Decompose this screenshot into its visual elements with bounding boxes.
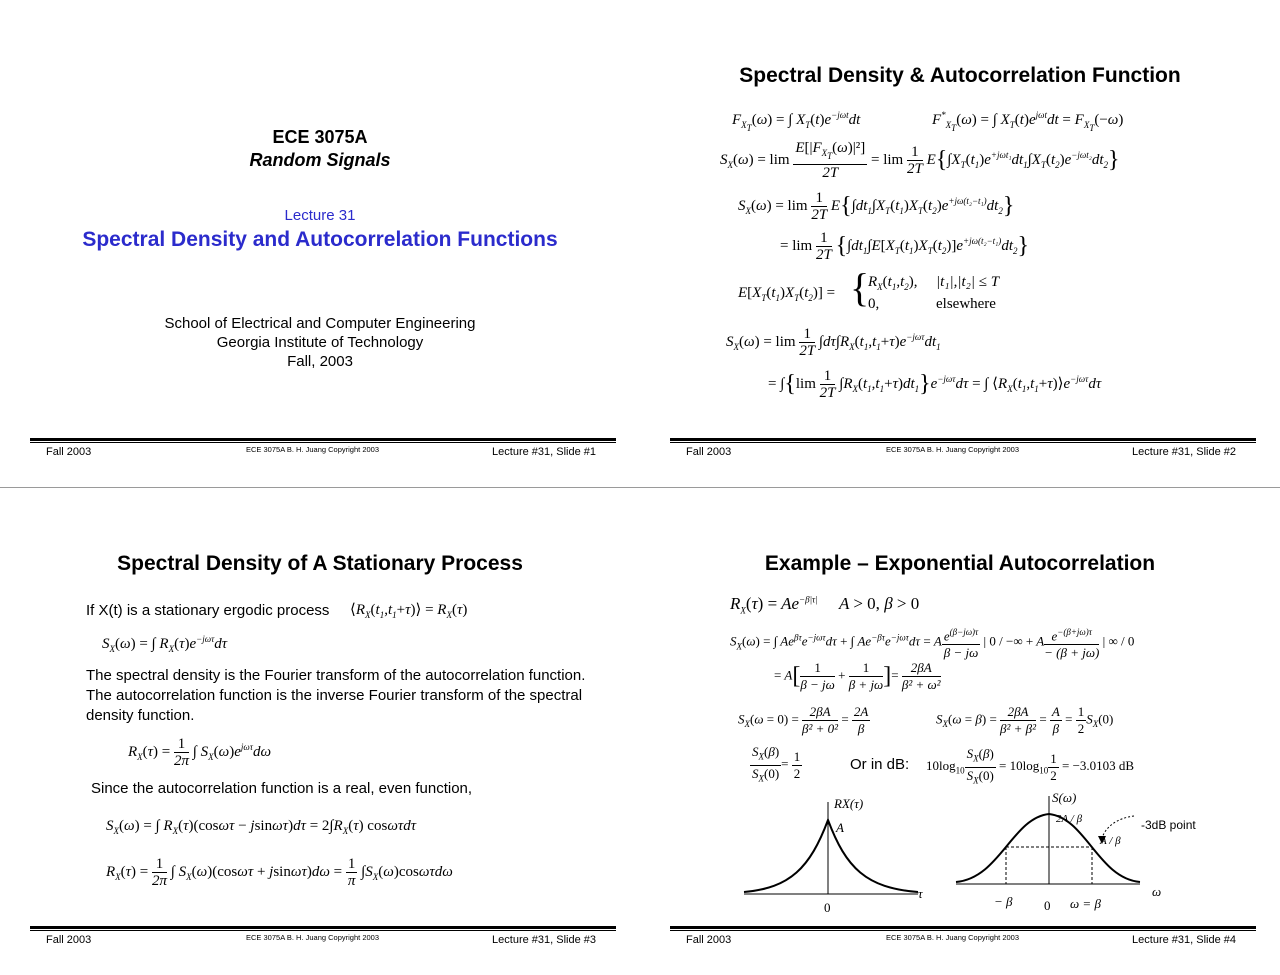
equation-cos-rx: $R_X(\tau)$ = $\frac{1}{2\pi}$ ∫ $S_X(\omega)(\cos\omega\tau + jsin\omega\tau)d\omega$ = $\frac{1}{\pi}$ $\int S_X(\omega)\cos\omega\tau d\omega$: [106, 856, 453, 889]
left-xlabel: τ: [918, 886, 923, 901]
left-ylabel: RX(τ): [834, 796, 864, 811]
stationary-line: If X(t) is a stationary ergodic process: [86, 602, 330, 619]
case-2-cond: elsewhere: [936, 296, 996, 312]
footer-rule-thin: [30, 930, 616, 931]
footer-rule-thin: [670, 930, 1256, 931]
footer-slide-number: Lecture #31, Slide #4: [1132, 934, 1236, 946]
tick-pos-beta: ω = β: [1070, 896, 1101, 911]
equation-rx-exp: $R_X(\tau) = Ae^{-\beta|\tau|}$ A > 0, β > 0: [730, 594, 920, 616]
equation-ratio: $\frac{S_X(\beta)}{S_X(0)}$ = $\frac{1}{2}$: [752, 744, 801, 784]
footer-left: Fall 2003: [686, 446, 732, 458]
annot-label: -3dB point: [1141, 818, 1196, 832]
equation-sx-result: = A[ $\frac{1}{\beta - j\omega}$ + $\frac{1}{\beta + j\omega}$ ]= $\frac{2\beta A}{\text{β² + ω²}}$: [774, 660, 941, 692]
footer-rule-thin: [670, 442, 1256, 443]
footer-rule: [30, 926, 616, 929]
equation-cos-sx: $S_X(\omega)$ = ∫ $R_X(\tau)(\cos\omega\tau - jsin\omega\tau)d\tau = 2\int R_X(\tau)$ cosωτdτ: [106, 818, 417, 836]
right-ylabel: S(ω): [1052, 790, 1077, 805]
equation-ergodic: $⟨R_X(t_1,t_1+\tau)⟩ = R_X(\tau)$: [350, 602, 468, 620]
right-xlabel: ω: [1152, 884, 1162, 899]
tick-zero: 0: [1044, 898, 1051, 913]
equation-sx-def: $S_X(\omega) = \lim$ $\frac{E[|F_{X_T}(\omega)|^2]}{2T}$ = lim $\frac{1}{2T}$ $E\{\int X_T(t_1)e^{+j\omega t_1}dt_1\int X_T(t_2)e^{-j\omega t_2}dt_2\}$: [720, 140, 1120, 181]
lecture-number: Lecture 31: [284, 207, 356, 224]
equation-sx-zero: $S_X(\omega = 0)$ = $\frac{2\beta A}{\text{β² + 0²}}$ = $\frac{2A}{\beta}$: [738, 704, 869, 736]
slide-title: Example – Exponential Autocorrelation: [764, 552, 1156, 575]
footer-center: ECE 3075A B. H. Juang Copyright 2003: [246, 445, 380, 454]
case-1-cond: |t₁|,|t₂| ≤ T: [936, 274, 1000, 290]
footer-left: Fall 2003: [686, 934, 732, 946]
footer-left: Fall 2003: [46, 446, 92, 458]
footer-rule: [30, 438, 616, 441]
equation-sx-4: $S_X(\omega) = \lim$ $\frac{1}{2T}$ $\int d\tau\int R_X(t_1,t_1+\tau)e^{-j\omega\tau}dt_1$: [726, 326, 941, 359]
equation-sx-exp: $S_X(\omega)$ = ∫ $Ae^{\beta\tau}e^{-j\omega\tau}d\tau$ + ∫ $Ae^{-\beta\tau}e^{-j\omega\tau}d\tau = A$ $\frac{e^{(\beta-j\omega)\tau}}{\beta - j\omega}$ | 0 / −∞ + A $\frac{e^{-(\beta+j\omega)\tau}}{- (\beta + j\omega)}$ | ∞ / 0: [730, 624, 1134, 661]
footer-rule: [670, 926, 1256, 929]
term: Fall, 2003: [287, 353, 353, 370]
right-peak-label: 2A / β: [1056, 813, 1083, 825]
slide-1: [0, 0, 640, 487]
footer-center: ECE 3075A B. H. Juang Copyright 2003: [886, 445, 1020, 454]
course-subtitle: Random Signals: [249, 150, 391, 170]
slide-title: Spectral Density of A Stationary Process: [117, 552, 523, 575]
footer-slide-number: Lecture #31, Slide #1: [492, 446, 596, 458]
course-code: ECE 3075A: [272, 127, 368, 147]
left-origin: 0: [824, 900, 831, 915]
spectral-curve: [956, 814, 1140, 882]
footer-rule: [670, 438, 1256, 441]
paragraph-even: Since the autocorrelation function is a real, even function,: [91, 780, 473, 797]
equation-sx-3: = lim $\frac{1}{2T}$ $\{\int dt_1\int E[X_T(t_1)X_T(t_2)]e^{+j\omega(t_2-t_1)}dt_2\}$: [780, 230, 1030, 263]
lecture-topic: Spectral Density and Autocorrelation Functions: [82, 228, 558, 251]
slide-4: [640, 488, 1280, 975]
equation-inverse: $R_X(\tau)$ = $\frac{1}{2\pi}$ ∫ $S_X(\omega)e^{j\omega\tau}d\omega$: [128, 736, 272, 769]
equation-sx-2: $S_X(\omega) = \lim$ $\frac{1}{2T}$ $E\{\int dt_1\int X_T(t_1)X_T(t_2)e^{+j\omega(t_2-t_1)}dt_2\}$: [738, 190, 1015, 223]
slide-2: [640, 0, 1280, 487]
equation-conjugate: $F^*_{X_T}(\omega)$ = ∫ $X_T(t)e^{j\omega t}dt = F_{X_T}(-\omega)$: [932, 110, 1124, 133]
right-half-label: A / β: [1100, 835, 1121, 847]
equation-sx-beta: $S_X(\omega = \beta)$ = $\frac{2\beta A}{\text{β² + β²}}$ = $\frac{A}{\beta}$ = $\frac{1}{2}$ $S_X(0)$: [936, 704, 1114, 736]
slide-title: Spectral Density & Autocorrelation Function: [739, 64, 1181, 87]
footer-center: ECE 3075A B. H. Juang Copyright 2003: [886, 933, 1020, 942]
footer-slide-number: Lecture #31, Slide #3: [492, 934, 596, 946]
institute-name: Georgia Institute of Technology: [216, 334, 424, 351]
footer-left: Fall 2003: [46, 934, 92, 946]
paragraph-fourier: The spectral density is the Fourier transform of the autocorrelation function. The autocorrelation function is the inverse Fourier transform of the spectral density function.: [86, 667, 586, 724]
left-peak-label: A: [836, 820, 844, 835]
footer-rule-thin: [30, 442, 616, 443]
equation-fourier: $F_{X_T}(\omega)$ = ∫ $X_T(t)e^{-j\omega t}dt$: [732, 110, 861, 133]
footer-slide-number: Lecture #31, Slide #2: [1132, 446, 1236, 458]
equation-sx-5: = ∫{lim $\frac{1}{2T}$ $\int R_X(t_1,t_1+\tau)dt_1\}e^{-j\omega\tau}d\tau$ = ∫ $⟨R_X(t_1,t_1+\tau)⟩e^{-j\omega\tau}d\tau$: [768, 368, 1102, 401]
case-brace: {: [850, 265, 870, 310]
or-in-db-label: Or in dB:: [850, 756, 910, 773]
equation-sx-transform: $S_X(\omega)$ = ∫ $R_X(\tau)e^{-j\omega\tau}d\tau$: [102, 634, 228, 654]
equation-expectation: $E[X_T(t_1)X_T(t_2)]$ =: [738, 285, 836, 303]
db-value: = −3.0103 dB: [1062, 758, 1135, 774]
graphs: [640, 788, 1280, 918]
case-2: 0,: [868, 296, 880, 312]
school-name: School of Electrical and Computer Engineering: [164, 315, 476, 332]
autocorrelation-curve: [744, 820, 918, 892]
footer-center: ECE 3075A B. H. Juang Copyright 2003: [246, 933, 380, 942]
tick-neg-beta: − β: [994, 894, 1013, 909]
equation-db: $10\log_{10}$ $\frac{S_X(\beta)}{S_X(0)}$ = $10\log_{10}$ $\frac{1}{2}$ = −3.0103 dB: [926, 746, 1135, 786]
case-1: $R_X(t_1,t_2)$,: [868, 274, 918, 292]
slide-3: [0, 488, 640, 975]
